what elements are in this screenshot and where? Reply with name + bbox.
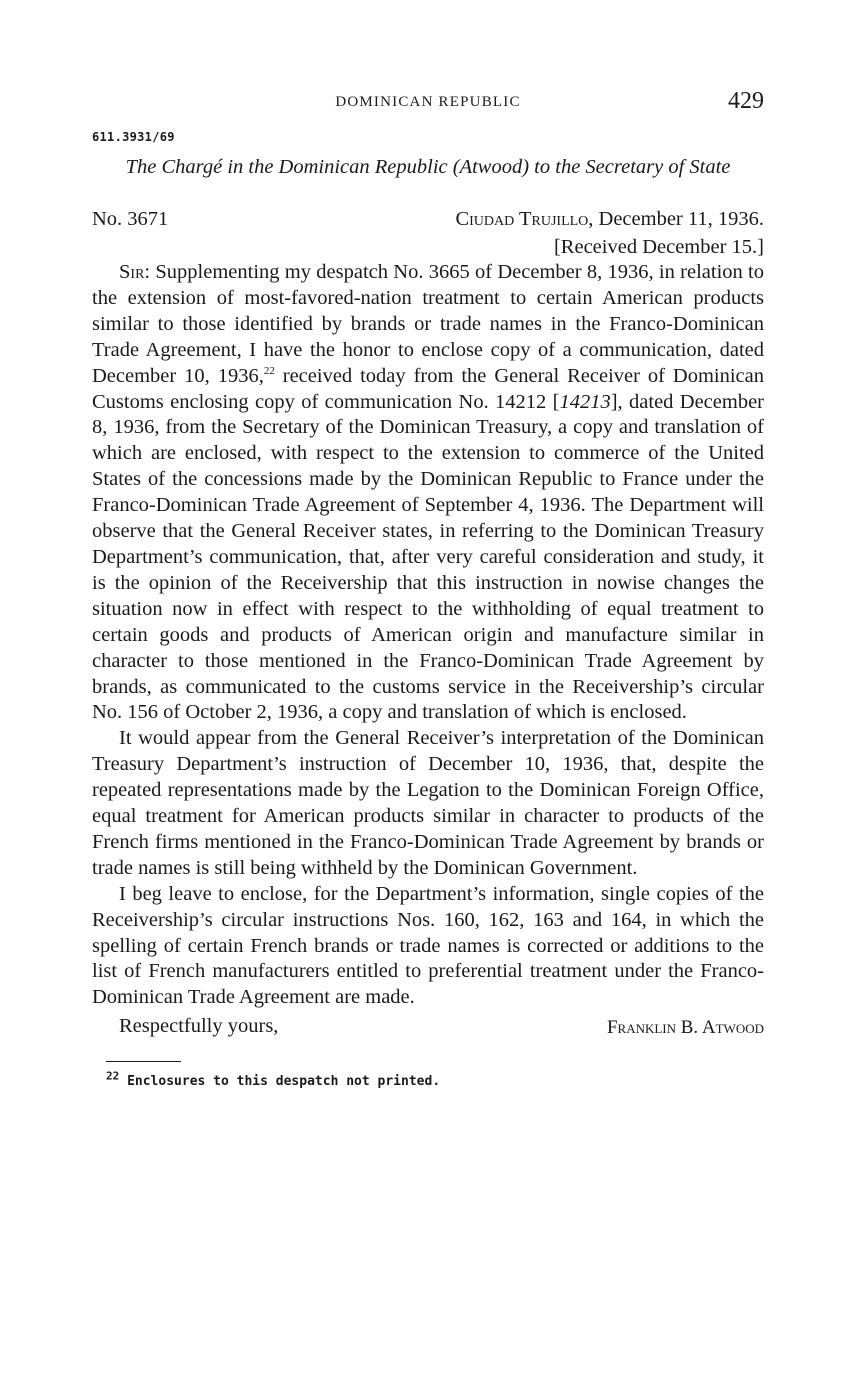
place: Ciudad Trujillo [455, 208, 589, 230]
body-paragraph-3: I beg leave to enclose, for the Department’s information, single copies of the Receivership’s circular instructions Nos. 160, 162, 163 and 164, in which the spelling of certain French brands or trade names is corrected or additions to the list of French manufacturers entitled to preferential treatment under the Franco-Dominican Trade Agreement are made. [92, 882, 764, 1009]
page-number: 429 [728, 88, 764, 114]
body-paragraph-2: It would appear from the General Receiver’s interpretation of the Dominican Treasury Department’s instruction of December 10, 1936, that, despite the repeated representations made by the Legation to the Dominican Foreign Office, equal treatment for American products similar in character to products of the French firms mentioned in the Franco-Dominican Trade Agreement by brands or trade names is still being withheld by the Dominican Government. [92, 727, 764, 879]
footnote-reference: 22 [263, 364, 275, 377]
paragraph-text: received today from the General Receiver of Dominican Customs enclosing copy of communication No. 14212 [ [92, 364, 764, 413]
date: , December 11, 1936. [588, 208, 764, 230]
complimentary-close: Respectfully yours, [119, 1015, 279, 1038]
despatch-number: No. 3671 [92, 208, 169, 230]
salutation: Sir [119, 261, 145, 283]
closing [92, 1015, 764, 1043]
signature: Franklin B. Atwood [606, 1017, 764, 1039]
paragraph-text: ], dated December 8, 1936, from the Secretary of the Dominican Treasury, a copy and translation of which are enclosed, with respect to the extension to commerce of the United States of the concessions made by the Dominican Republic to France under the Franco-Dominican Trade Agreement of September 4, 1936. The Department will observe that the General Receiver states, in referring to the Dominican Treasury Department’s communication, that, after very careful consideration and study, it is the opinion of the Receivership that this instruction in nowise changes the situation now in effect with respect to the withholding of equal treatment to certain goods and products of American origin and manufacture similar in character to those mentioned in the Franco-Dominican Trade Agreement by brands, as communicated to the customs service in the Receivership’s circular No. 156 of October 2, 1936, a copy and translation of which is enclosed. [92, 390, 764, 724]
document-title: The Chargé in the Dominican Republic (Atwood) to the Secretary of State [125, 156, 731, 178]
document-page [92, 88, 764, 1089]
place-and-date [455, 208, 764, 231]
footnote-divider [106, 1061, 181, 1062]
dateline [92, 208, 764, 234]
paragraph-text: : Supplementing my despatch No. 3665 of December 8, 1936, in relation to the extension of most-favored-nation treatment to certain American products similar to those identified by brands or trade names in the Franco-Dominican Trade Agreement, I have the honor to enclose copy of a communication, dated December 10, 1936, [92, 261, 764, 387]
received-note: [Received December 15.] [553, 236, 764, 258]
body-paragraph-1 [92, 260, 764, 726]
footnote-marker: 22 [106, 1069, 120, 1083]
footnote [106, 1069, 764, 1090]
number-correction: 14213 [559, 390, 611, 413]
footnote-text: Enclosures to this despatch not printed. [119, 1074, 441, 1090]
running-head: DOMINICAN REPUBLIC [335, 94, 521, 110]
file-number: 611.3931/69 [92, 130, 175, 144]
page-header [92, 88, 764, 124]
